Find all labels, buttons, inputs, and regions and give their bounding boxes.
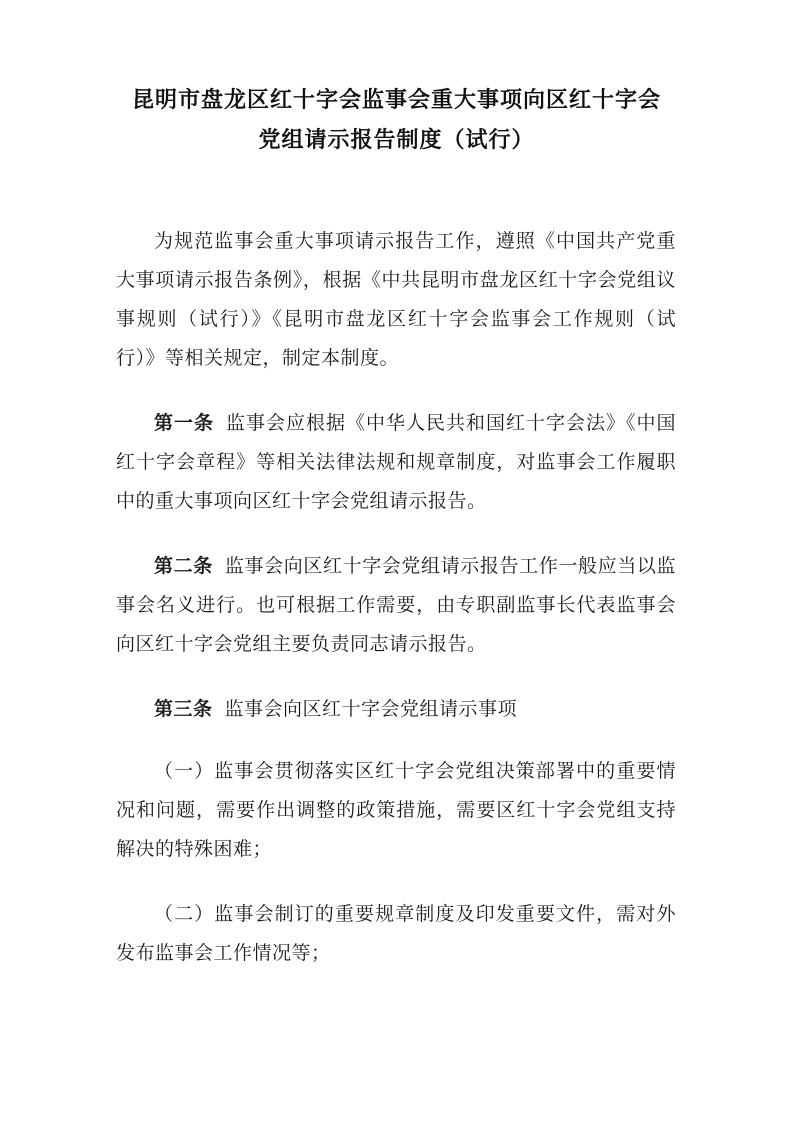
article-3-heading: 第三条 xyxy=(154,698,213,720)
document-title-line-2: 党组请示报告制度（试行） xyxy=(258,127,535,153)
article-2-text: 监事会向区红十字会党组请示报告工作一般应当以监事会名义进行。也可根据工作需要，由专职副监事长代表监事会向区红十字会党组主要负责同志请示报告。 xyxy=(116,555,676,655)
article-3 xyxy=(116,690,676,729)
article-2-heading: 第二条 xyxy=(154,555,213,577)
preamble-paragraph: 为规范监事会重大事项请示报告工作，遵照《中国共产党重大事项请示报告条例》，根据《中共昆明市盘龙区红十字会党组议事规则（试行）》《昆明市盘龙区红十字会监事会工作规则（试行）》等相关规定，制定本制度。 xyxy=(116,230,676,369)
document-title-line-1: 昆明市盘龙区红十字会监事会重大事项向区红十字会 xyxy=(131,87,661,113)
list-item-1: （一）监事会贯彻落实区红十字会党组决策部署中的重要情况和问题，需要作出调整的政策措施，需要区红十字会党组支持解决的特殊困难； xyxy=(116,760,676,860)
article-2 xyxy=(116,547,676,664)
article-1-heading: 第一条 xyxy=(154,412,214,434)
list-item-2: （二）监事会制订的重要规章制度及印发重要文件，需对外发布监事会工作情况等； xyxy=(116,903,676,964)
article-3-text: 监事会向区红十字会党组请示事项 xyxy=(224,698,518,720)
article-1 xyxy=(116,404,676,521)
article-1-text: 监事会应根据《中华人民共和国红十字会法》《中国红十字会章程》等相关法律法规和规章制度，对监事会工作履职中的重大事项向区红十字会党组请示报告。 xyxy=(116,412,676,512)
